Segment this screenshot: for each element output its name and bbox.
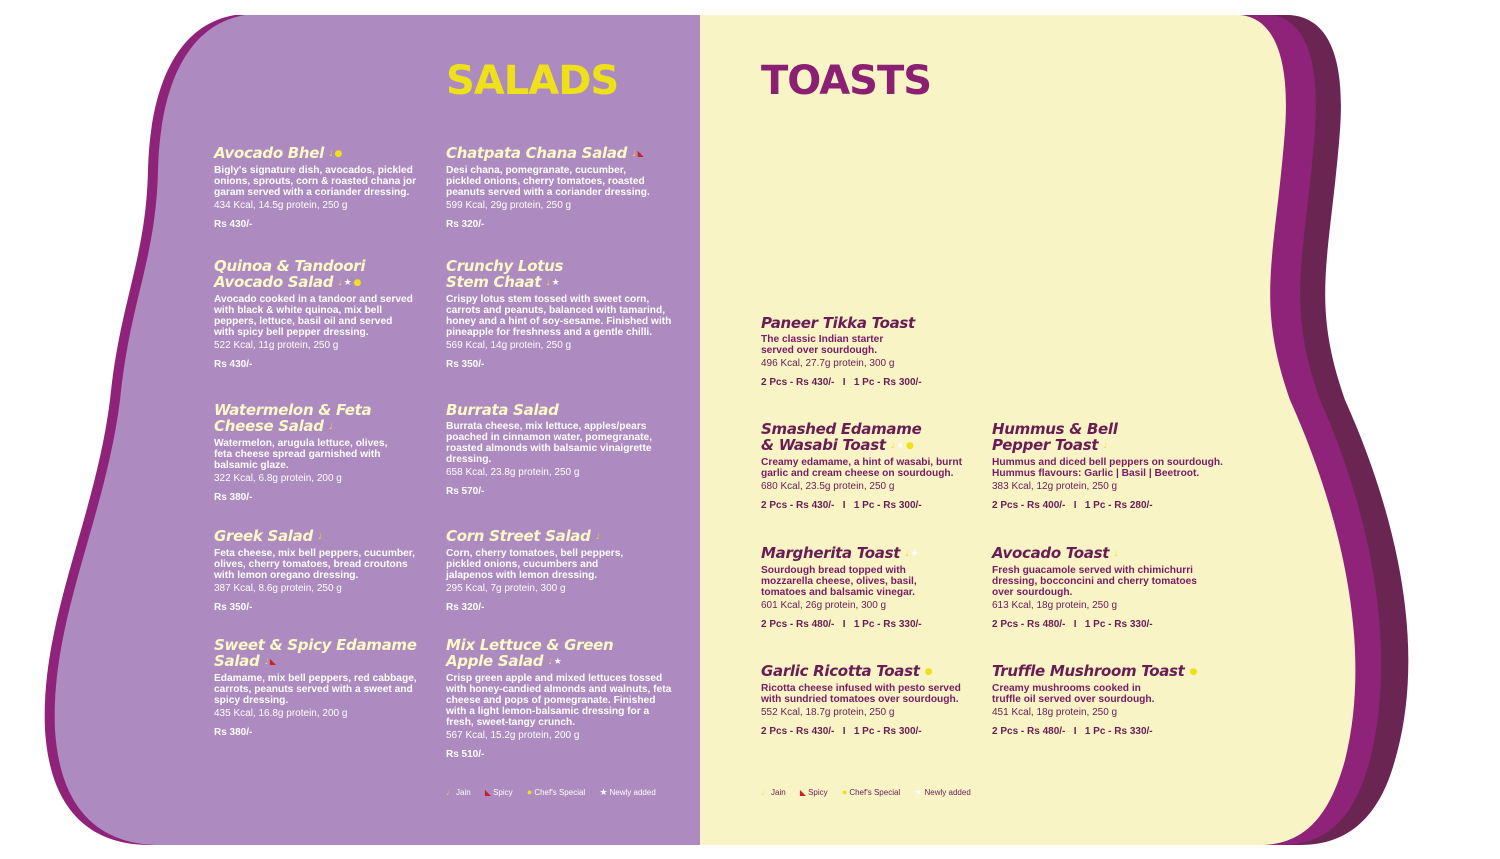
item-name: Quinoa & Tandoori Avocado Salad ♩ ★ ● (214, 257, 366, 291)
jain-icon: ♩ (328, 421, 333, 431)
item-nutrition: 322 Kcal, 6.8g protein, 200 g (214, 472, 342, 484)
item-price: 2 Pcs - Rs 430/- I 1 Pc - Rs 300/- (761, 377, 922, 388)
item-nutrition: 383 Kcal, 12g protein, 250 g (992, 480, 1118, 492)
item-name: Avocado Bhel ♩ ● (214, 144, 343, 162)
jain-icon: ♩ (317, 531, 322, 541)
item-description: Crispy lotus stem tossed with sweet corn, carrots and peanuts, balanced with tamarind, honey and a hint of soy-sesame. Finished with pineapple for freshness and a gentle chilli. (446, 293, 672, 338)
item-name: Chatpata Chana Salad ♩ ◣ (446, 144, 644, 162)
item-description: Hummus and diced bell peppers on sourdough. Hummus flavours: Garlic | Basil | Beetroot. (992, 456, 1223, 479)
salad-item-sweet-spicy-edamame (214, 637, 424, 739)
newly-added-icon: ★ (914, 787, 923, 797)
diet-icons (891, 438, 916, 454)
newly-added-icon: ★ (551, 277, 560, 288)
salad-item-corn-street (446, 528, 636, 614)
diet-icons (1190, 664, 1200, 680)
item-name: Smashed Edamame & Wasabi Toast ♩ ★ ● (761, 420, 922, 454)
item-nutrition: 387 Kcal, 8.6g protein, 250 g (214, 582, 342, 594)
item-nutrition: 496 Kcal, 27.7g protein, 300 g (761, 358, 895, 369)
item-nutrition: 451 Kcal, 18g protein, 250 g (992, 706, 1118, 718)
item-price: Rs 320/- (446, 601, 485, 613)
item-price: 2 Pcs - Rs 480/- I 1 Pc - Rs 330/- (992, 725, 1153, 737)
salad-item-avocado-bhel (214, 145, 446, 231)
item-price: 2 Pcs - Rs 430/- I 1 Pc - Rs 300/- (761, 725, 922, 737)
item-name: Burrata Salad (446, 401, 559, 419)
spicy-icon: ◣ (799, 788, 807, 797)
item-nutrition: 295 Kcal, 7g protein, 300 g (446, 582, 566, 594)
newly-added-icon: ★ (343, 277, 352, 288)
item-name: Sweet & Spicy Edamame Salad ♩ ◣ (214, 636, 417, 670)
item-price: 2 Pcs - Rs 480/- I 1 Pc - Rs 330/- (992, 618, 1153, 630)
diet-icons (548, 654, 563, 670)
salad-item-chatpata-chana (446, 145, 656, 231)
salad-item-greek (214, 528, 424, 614)
toast-item-paneer-tikka (761, 315, 971, 389)
item-description: Bigly's signature dish, avocados, pickled onions, sprouts, corn & roasted chana jor garam served with a coriander dressing. (214, 164, 417, 198)
item-description: Corn, cherry tomatoes, bell peppers, pickled onions, cucumbers and jalapenos with lemon dressing. (446, 547, 624, 581)
item-price: Rs 350/- (214, 601, 253, 613)
item-price: Rs 380/- (214, 726, 253, 738)
item-price: 2 Pcs - Rs 400/- I 1 Pc - Rs 280/- (992, 499, 1153, 511)
jain-icon: ♩ (328, 148, 333, 158)
item-name: Watermelon & Feta Cheese Salad ♩ (214, 401, 372, 435)
item-nutrition: 569 Kcal, 14g protein, 250 g (446, 339, 572, 351)
diet-icons (925, 664, 935, 680)
item-name: Mix Lettuce & Green Apple Salad ♩ ★ (446, 636, 614, 670)
chef-special-icon: ● (1189, 666, 1198, 677)
diet-icons (1103, 438, 1108, 454)
newly-added-icon: ★ (553, 656, 562, 667)
item-name: Crunchy Lotus Stem Chaat ♩ ★ (446, 257, 564, 291)
jain-icon: ♩ (264, 656, 268, 666)
diet-icons (546, 275, 561, 291)
jain-icon: ♩ (761, 788, 769, 797)
salad-item-burrata (446, 402, 661, 498)
item-nutrition: 613 Kcal, 18g protein, 250 g (992, 599, 1118, 611)
diet-icons (1114, 546, 1119, 562)
item-description: Avocado cooked in a tandoor and served with black & white quinoa, mix bell peppers, lettuce, basil oil and served with spicy bell pepper dressing. (214, 293, 413, 338)
item-description: Desi chana, pomegranate, cucumber, pickled onions, cherry tomatoes, roasted peanuts served with a coriander dressing. (446, 164, 650, 198)
jain-icon: ♩ (338, 277, 342, 287)
salads-heading: SALADS (446, 58, 619, 104)
item-description: Creamy mushrooms cooked in truffle oil served over sourdough. (992, 682, 1155, 705)
jain-icon: ♩ (632, 148, 636, 158)
spicy-icon: ◣ (484, 788, 492, 797)
legend-chef: Chef's Special (534, 788, 586, 797)
diet-icons (338, 275, 363, 291)
jain-icon: ♩ (905, 548, 909, 558)
jain-icon: ♩ (548, 656, 552, 666)
jain-icon: ♩ (446, 788, 454, 797)
toast-item-hummus-bell-pepper (992, 421, 1232, 512)
item-name: Greek Salad ♩ (214, 527, 322, 545)
item-description: Sourdough bread topped with mozzarella cheese, olives, basil, tomatoes and balsamic vinegar. (761, 564, 917, 598)
item-nutrition: 434 Kcal, 14.5g protein, 250 g (214, 199, 348, 211)
item-name: Garlic Ricotta Toast ● (761, 662, 933, 680)
item-description: Feta cheese, mix bell peppers, cucumber, olives, cherry tomatoes, bread croutons with lemon oregano dressing. (214, 547, 416, 581)
toasts-heading: TOASTS (761, 58, 932, 104)
item-nutrition: 599 Kcal, 29g protein, 250 g (446, 199, 572, 211)
chef-special-icon: ● (353, 277, 362, 288)
salad-item-mix-lettuce-apple (446, 637, 672, 761)
item-name: Truffle Mushroom Toast ● (992, 662, 1198, 680)
salad-item-lotus-stem-chaat (446, 258, 682, 371)
item-price: Rs 350/- (446, 358, 485, 370)
item-description: Ricotta cheese infused with pesto served with sundried tomatoes over sourdough. (761, 682, 961, 705)
chef-special-icon: ● (841, 787, 848, 797)
spicy-icon: ◣ (637, 148, 644, 158)
legend-spicy: Spicy (808, 788, 828, 797)
item-price: Rs 430/- (214, 358, 253, 370)
item-name: Margherita Toast ♩ ★ (761, 544, 919, 562)
item-nutrition: 601 Kcal, 26g protein, 300 g (761, 599, 887, 611)
jain-icon: ♩ (595, 531, 600, 541)
chef-special-icon: ● (334, 148, 343, 159)
salads-legend (446, 787, 668, 798)
salad-item-quinoa-tandoori (214, 258, 414, 371)
toasts-legend (761, 787, 983, 798)
diet-icons (905, 546, 920, 562)
item-name: Corn Street Salad ♩ (446, 527, 600, 545)
toast-item-truffle-mushroom (992, 663, 1222, 738)
item-nutrition: 522 Kcal, 11g protein, 250 g (214, 339, 339, 351)
item-nutrition: 658 Kcal, 23.8g protein, 250 g (446, 467, 580, 478)
diet-icons (329, 419, 334, 435)
diet-icons (264, 654, 277, 670)
item-nutrition: 680 Kcal, 23.5g protein, 250 g (761, 480, 895, 492)
diet-icons (318, 529, 323, 545)
legend-new: Newly added (609, 788, 656, 797)
legend-spicy: Spicy (493, 788, 513, 797)
spicy-icon: ◣ (269, 656, 276, 666)
item-price: Rs 570/- (446, 486, 485, 497)
item-description: Burrata cheese, mix lettuce, apples/pears poached in cinnamon water, pomegranate, roasted almonds with balsamic vinaigrette dressing. (446, 421, 653, 465)
salad-item-watermelon-feta (214, 402, 404, 504)
item-price: Rs 430/- (214, 218, 253, 230)
item-description: Edamame, mix bell peppers, red cabbage, carrots, peanuts served with a sweet and spicy dressing. (214, 672, 417, 706)
chef-special-icon: ● (924, 666, 933, 677)
item-description: The classic Indian starter served over sourdough. (761, 334, 884, 356)
newly-added-icon: ★ (896, 440, 904, 451)
item-name: Avocado Toast ♩ (992, 544, 1118, 562)
newly-added-icon: ★ (599, 787, 608, 797)
toast-item-edamame-wasabi (761, 421, 976, 512)
diet-icons (596, 529, 601, 545)
jain-icon: ♩ (890, 440, 895, 450)
item-price: 2 Pcs - Rs 430/- I 1 Pc - Rs 300/- (761, 499, 922, 511)
item-nutrition: 435 Kcal, 16.8g protein, 200 g (214, 707, 348, 719)
toast-item-garlic-ricotta (761, 663, 976, 738)
toast-item-margherita (761, 545, 941, 631)
item-name: Paneer Tikka Toast (761, 314, 915, 332)
diet-icons (329, 146, 344, 162)
item-description: Crisp green apple and mixed lettuces tossed with honey-candied almonds and walnuts, feta cheese and pops of pomegranate. Finished with a light lemon-balsamic dressing for a fresh, sweet-tangy crunch. (446, 672, 672, 728)
item-description: Fresh guacamole served with chimichurri dressing, bocconcini and cherry tomatoes over sourdough. (992, 564, 1197, 598)
item-nutrition: 567 Kcal, 15.2g protein, 200 g (446, 729, 580, 741)
chef-special-icon: ● (906, 440, 914, 451)
legend-chef: Chef's Special (849, 788, 901, 797)
jain-icon: ♩ (546, 277, 550, 287)
item-description: Creamy edamame, a hint of wasabi, burnt garlic and cream cheese on sourdough. (761, 456, 962, 479)
item-price: Rs 380/- (214, 491, 253, 503)
newly-added-icon: ★ (910, 548, 919, 559)
item-price: Rs 320/- (446, 218, 485, 230)
item-price: 2 Pcs - Rs 480/- I 1 Pc - Rs 330/- (761, 618, 922, 630)
item-description: Watermelon, arugula lettuce, olives, feta cheese spread garnished with balsamic glaze. (214, 437, 388, 471)
item-name: Hummus & Bell Pepper Toast ♩ (992, 420, 1118, 454)
legend-jain: Jain (456, 788, 471, 797)
diet-icons (632, 146, 645, 162)
item-nutrition: 552 Kcal, 18.7g protein, 250 g (761, 706, 895, 718)
toast-item-avocado (992, 545, 1207, 631)
jain-icon: ♩ (1114, 548, 1118, 558)
jain-icon: ♩ (1103, 440, 1107, 450)
chef-special-icon: ● (526, 787, 533, 797)
item-price: Rs 510/- (446, 748, 485, 760)
legend-new: Newly added (924, 788, 971, 797)
legend-jain: Jain (771, 788, 786, 797)
